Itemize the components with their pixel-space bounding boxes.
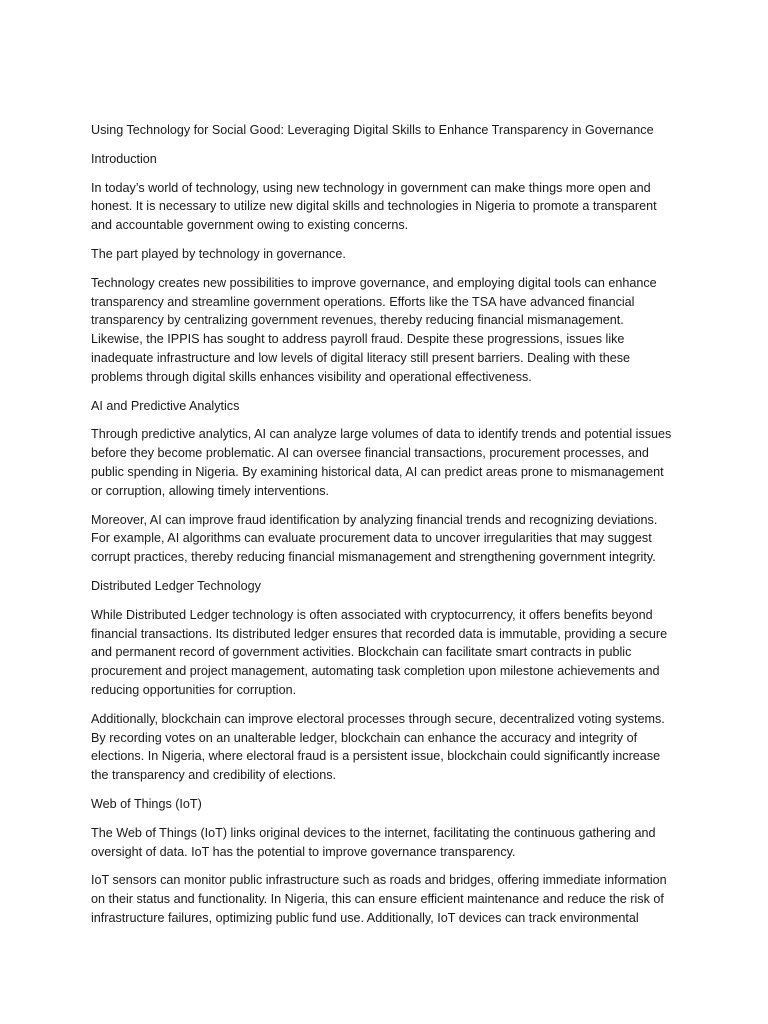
- paragraph: Through predictive analytics, AI can analyze large volumes of data to identify trends and potential issues before they become problematic. AI can oversee financial transactions, procurement processes, and public spending in Nigeria. By examining historical data, AI can predict areas prone to mismanagement or corruption, allowing timely interventions.: [91, 427, 672, 498]
- document-title: Using Technology for Social Good: Leveraging Digital Skills to Enhance Transparency in Governance: [91, 123, 654, 137]
- section-heading-introduction: Introduction: [91, 151, 157, 166]
- section-heading-role-of-technology: The part played by technology in governance.: [91, 246, 346, 261]
- section-heading-ai-predictive-analytics: AI and Predictive Analytics: [91, 398, 240, 413]
- paragraph: While Distributed Ledger technology is often associated with cryptocurrency, it offers benefits beyond financial transactions. Its distributed ledger ensures that recorded data is immutable, providing a secure and permanent record of government activities. Blockchain can facilitate smart contracts in public procurement and project management, automating task completion upon milestone achievements and reducing opportunities for corruption.: [91, 607, 668, 697]
- paragraph: Additionally, blockchain can improve electoral processes through secure, decentralized voting systems. By recording votes on an unalterable ledger, blockchain can enhance the accuracy and integrity of elections. In Nigeria, where electoral fraud is a persistent issue, blockchain could significantly increase the transparency and credibility of elections.: [91, 711, 665, 783]
- paragraph: The Web of Things (IoT) links original devices to the internet, facilitating the continuous gathering and oversight of data. IoT has the potential to improve governance transparency.: [91, 825, 656, 859]
- document-body: [91, 121, 675, 938]
- section-heading-iot: Web of Things (IoT): [91, 796, 202, 811]
- section-heading-distributed-ledger: Distributed Ledger Technology: [91, 578, 261, 593]
- paragraph: In today’s world of technology, using new technology in government can make things more open and honest. It is necessary to utilize new digital skills and technologies in Nigeria to promote a transparent and accountable government owing to existing concerns.: [91, 180, 657, 233]
- paragraph: Technology creates new possibilities to improve governance, and employing digital tools can enhance transparency and streamline government operations. Efforts like the TSA have advanced financial transparency by centralizing government revenues, thereby reducing financial mismanagement. Likewise, the IPPIS has sought to address payroll fraud. Despite these progressions, issues like inadequate infrastructure and low levels of digital literacy still present barriers. Dealing with these problems through digital skills enhances visibility and operational effectiveness.: [91, 275, 657, 384]
- paragraph: Moreover, AI can improve fraud identification by analyzing financial trends and recognizing deviations. For example, AI algorithms can evaluate procurement data to uncover irregularities that may suggest corrupt practices, thereby reducing financial mismanagement and strengthening government integrity.: [91, 512, 658, 565]
- paragraph: IoT sensors can monitor public infrastructure such as roads and bridges, offering immediate information on their status and functionality. In Nigeria, this can ensure efficient maintenance and reduce the risk of infrastructure failures, optimizing public fund use. Additionally, IoT devices can track environmental: [91, 873, 667, 925]
